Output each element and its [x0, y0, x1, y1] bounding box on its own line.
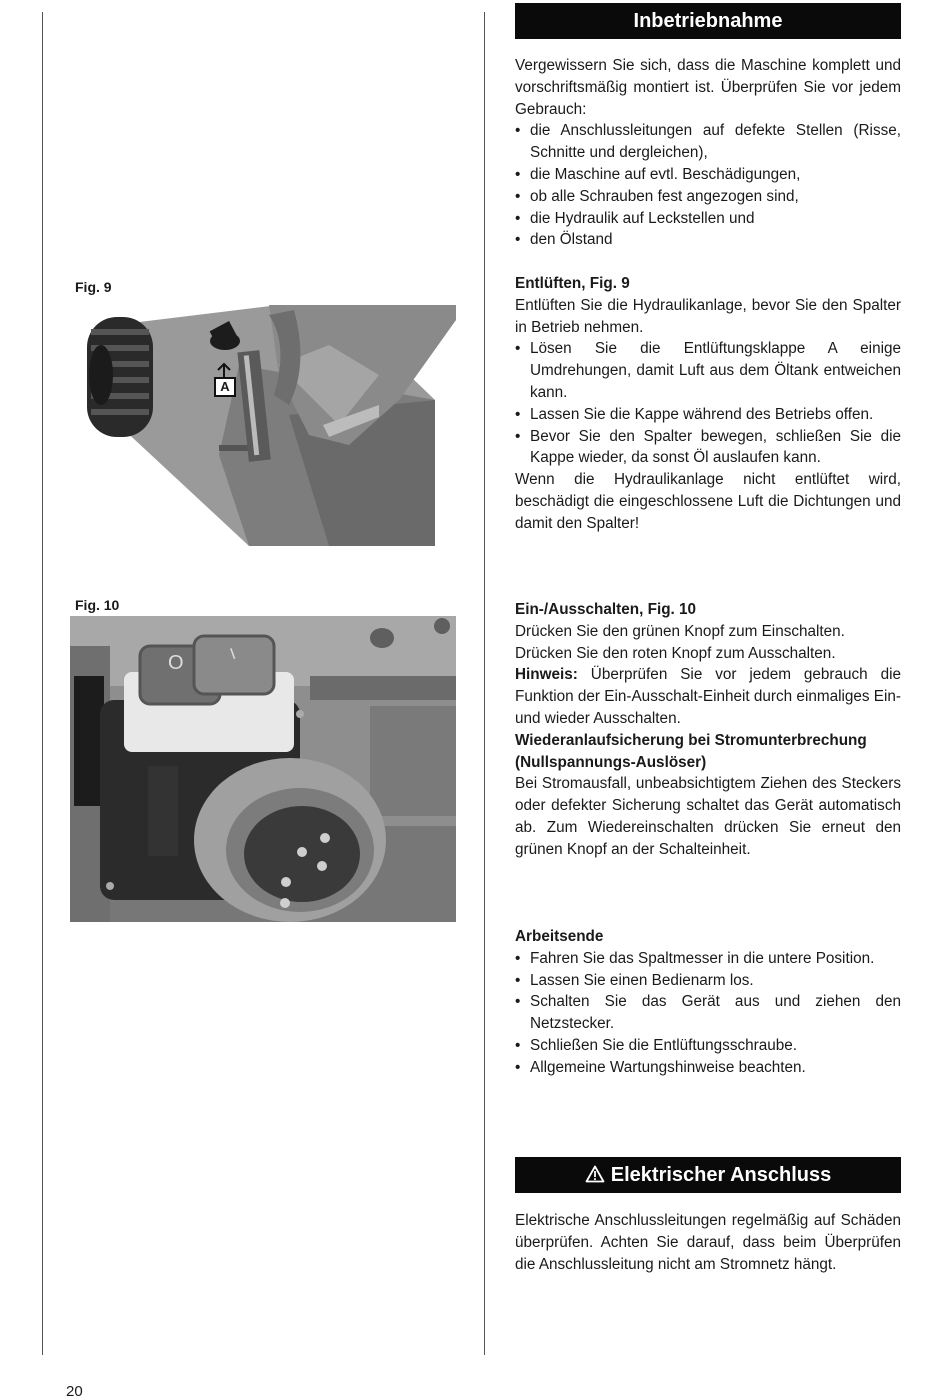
list-item: • Lösen Sie die Entlüftungsklappe A einige Umdrehungen, damit Luft aus dem Öltank entweichen kann.: [515, 338, 901, 403]
switching-hint: [515, 664, 901, 729]
list-item: • Bevor Sie den Spalter bewegen, schließen Sie die Kappe wieder, da sonst Öl auslaufen kann.: [515, 426, 901, 470]
venting-warning: Wenn die Hydraulikanlage nicht entlüftet wird, beschädigt die eingeschlossene Luft die Dichtungen und damit den Spalter!: [515, 471, 901, 532]
commissioning-block: [515, 55, 901, 251]
list-item: • Schließen Sie die Entlüftungsschraube.: [515, 1035, 901, 1057]
fig-10-label: Fig. 10: [75, 597, 120, 613]
fig-9-illustration: [79, 305, 456, 546]
commissioning-checklist: [515, 120, 901, 251]
fig-9-photo: [79, 305, 456, 546]
venting-steps: [515, 338, 901, 469]
restart-text: Bei Stromausfall, unbeabsichtigtem Ziehen des Steckers oder defekter Sicherung schaltet das Gerät automatisch ab. Zum Wiedereinschalten drücken Sie erneut den grünen Knopf an der Schalteinheit.: [515, 775, 901, 858]
list-item: • Allgemeine Wartungshinweise beachten.: [515, 1057, 901, 1079]
electrical-text: Elektrische Anschlussleitungen regelmäßig auf Schäden überprüfen. Achten Sie darauf, dass beim Überprüfen die Anschlussleitung nicht am Stromnetz hängt.: [515, 1212, 901, 1273]
page-number: 20: [66, 1383, 83, 1400]
switch-on-symbol: O: [168, 652, 184, 674]
fig-10-illustration: [70, 616, 456, 922]
switching-off-text: Drücken Sie den roten Knopf zum Ausschalten.: [515, 644, 836, 662]
electrical-title-bar: [515, 1157, 901, 1193]
marker-arrow-icon: [216, 362, 232, 378]
column-divider: [484, 12, 485, 1355]
switching-block: [515, 599, 901, 861]
section-title: Inbetriebnahme: [633, 10, 783, 32]
fig-9-label: Fig. 9: [75, 279, 112, 295]
list-item: • Lassen Sie einen Bedienarm los.: [515, 970, 901, 992]
list-item: • ob alle Schrauben fest angezogen sind,: [515, 186, 901, 208]
electrical-block: [515, 1210, 901, 1275]
venting-block: [515, 273, 901, 535]
left-margin-rule: [42, 12, 43, 1355]
warning-triangle-icon: [585, 1165, 605, 1183]
switching-on-text: Drücken Sie den grünen Knopf zum Einschalten.: [515, 622, 845, 640]
marker-a: A: [214, 377, 236, 397]
restart-heading: Wiederanlaufsicherung bei Stromunterbrechung (Nullspannungs-Auslöser): [515, 731, 867, 771]
section-title-bar: [515, 3, 901, 39]
end-of-work-heading: Arbeitsende: [515, 928, 604, 945]
wheel-icon: [87, 317, 153, 437]
list-item: • die Hydraulik auf Leckstellen und: [515, 208, 901, 230]
venting-intro: Entlüften Sie die Hydraulikanlage, bevor Sie den Spalter in Betrieb nehmen.: [515, 296, 901, 336]
venting-heading: Entlüften, Fig. 9: [515, 275, 630, 292]
end-of-work-steps: [515, 948, 901, 1079]
list-item: • Fahren Sie das Spaltmesser in die untere Position.: [515, 948, 901, 970]
commissioning-intro: Vergewissern Sie sich, dass die Maschine komplett und vorschriftsmäßig montiert ist. Überprüfen Sie vor jedem Gebrauch:: [515, 57, 901, 118]
electrical-title: Elektrischer Anschluss: [610, 1164, 832, 1186]
list-item: • die Anschlussleitungen auf defekte Stellen (Risse, Schnitte und dergleichen),: [515, 120, 901, 164]
hint-text: Überprüfen Sie vor jedem gebrauch die Funktion der Ein-Ausschalt-Einheit durch einmaliges Ein- und wieder Ausschalten.: [515, 666, 902, 727]
list-item: • den Ölstand: [515, 229, 901, 251]
switch-off-symbol: I: [228, 645, 239, 664]
fig-10-photo: [70, 616, 456, 922]
hint-label: Hinweis:: [515, 666, 578, 684]
list-item: • die Maschine auf evtl. Beschädigungen,: [515, 164, 901, 186]
end-of-work-block: [515, 926, 901, 1079]
list-item: • Schalten Sie das Gerät aus und ziehen den Netzstecker.: [515, 991, 901, 1035]
switching-heading: Ein-/Ausschalten, Fig. 10: [515, 601, 697, 618]
list-item: • Lassen Sie die Kappe während des Betriebs offen.: [515, 404, 901, 426]
